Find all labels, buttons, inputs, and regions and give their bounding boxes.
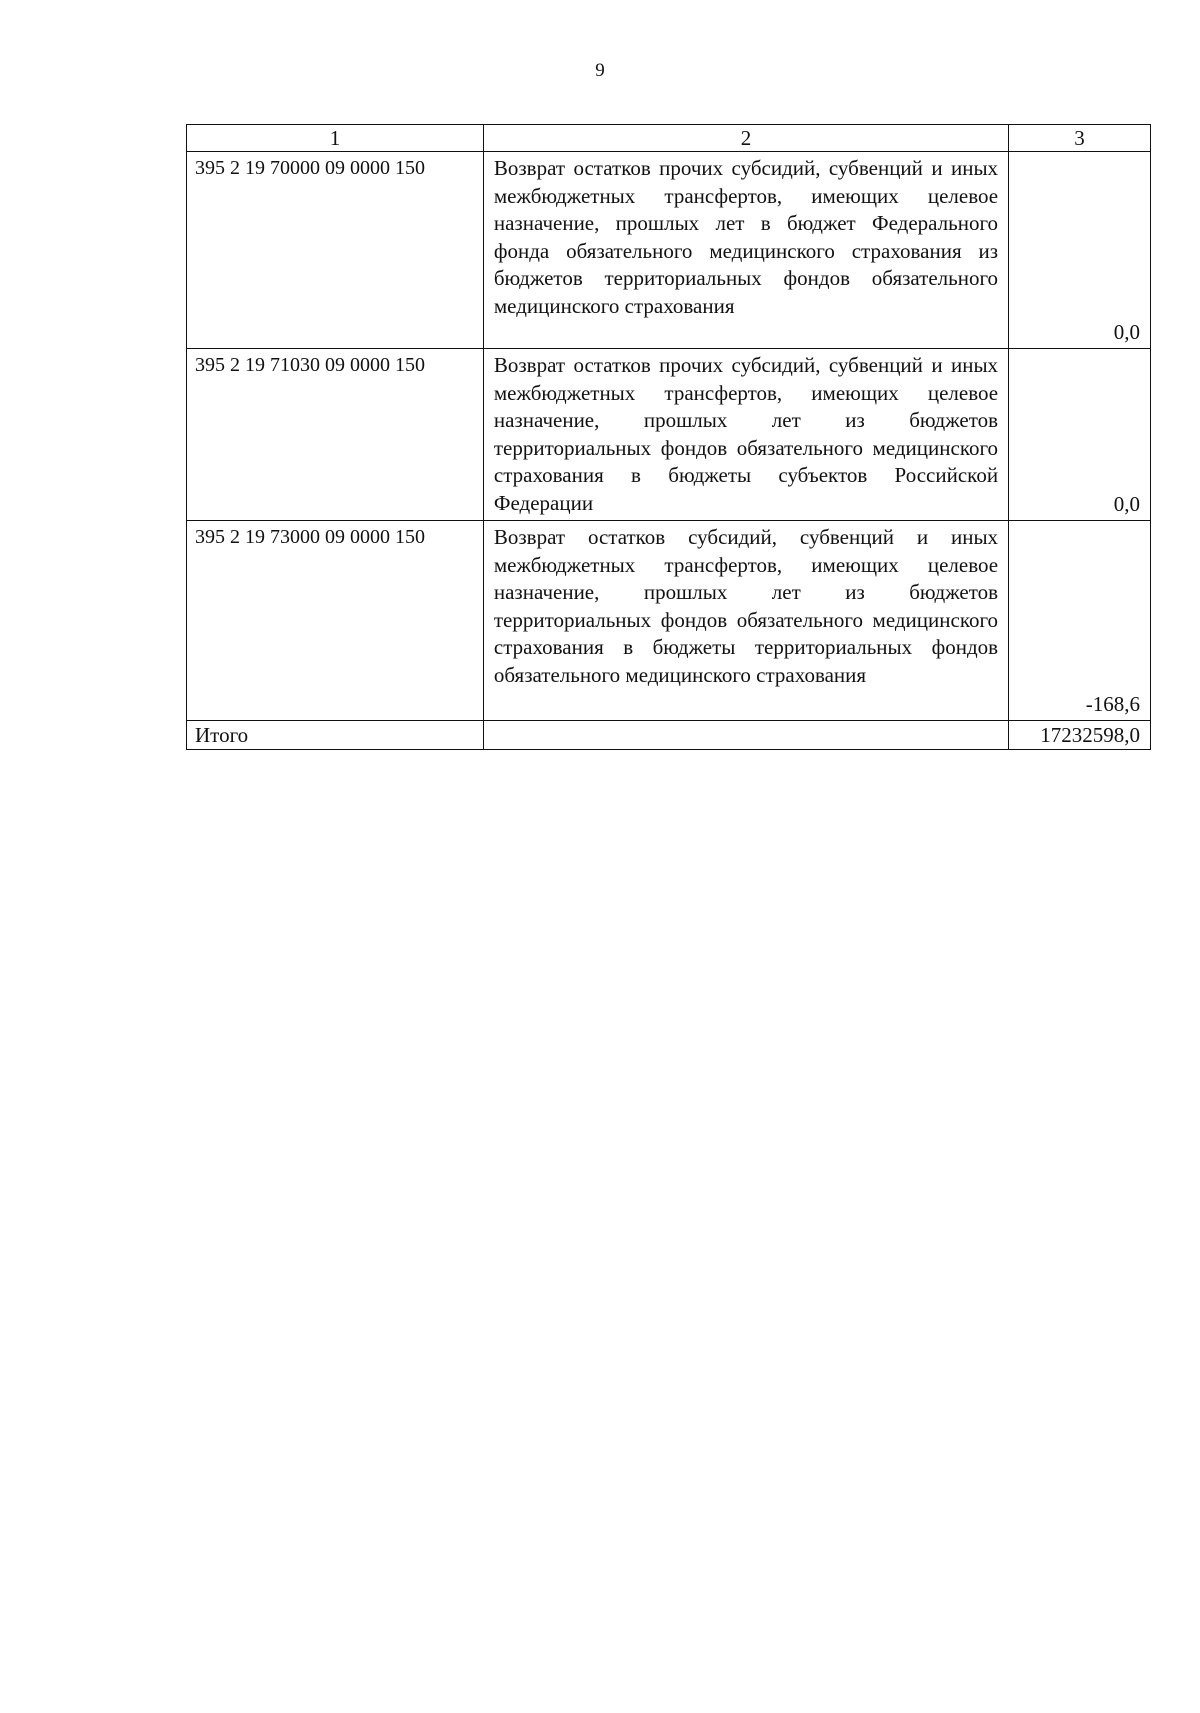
description-cell: Возврат остатков субсидий, субвенций и иных межбюджетных трансфертов, имеющих целевое назначение, прошлых лет из бюджетов территориальных фондов обязательного медицинского страхования в бюджеты территориальных фондов обязательного медицинского страхования <box>483 521 1008 721</box>
amount-cell: 0,0 <box>1009 349 1151 521</box>
page-number: 9 <box>595 60 605 81</box>
column-header-3: 3 <box>1009 125 1151 152</box>
total-amount: 17232598,0 <box>1009 721 1151 750</box>
total-label: Итого <box>187 721 484 750</box>
budget-code-cell: 395 2 19 73000 09 0000 150 <box>187 521 484 721</box>
budget-code-cell: 395 2 19 70000 09 0000 150 <box>187 152 484 349</box>
column-header-2: 2 <box>483 125 1008 152</box>
budget-table <box>186 124 1151 750</box>
budget-code-cell: 395 2 19 71030 09 0000 150 <box>187 349 484 521</box>
amount-cell: -168,6 <box>1009 521 1151 721</box>
table-row <box>187 349 1151 521</box>
column-header-1: 1 <box>187 125 484 152</box>
table-row <box>187 521 1151 721</box>
table-header-row <box>187 125 1151 152</box>
amount-cell: 0,0 <box>1009 152 1151 349</box>
total-row <box>187 721 1151 750</box>
table-row <box>187 152 1151 349</box>
description-cell: Возврат остатков прочих субсидий, субвенций и иных межбюджетных трансфертов, имеющих целевое назначение, прошлых лет в бюджет Федерального фонда обязательного медицинского страхования из бюджетов территориальных фондов обязательного медицинского страхования <box>483 152 1008 349</box>
total-description <box>483 721 1008 750</box>
description-cell: Возврат остатков прочих субсидий, субвенций и иных межбюджетных трансфертов, имеющих целевое назначение, прошлых лет из бюджетов территориальных фондов обязательного медицинского страхования в бюджеты субъектов Российской Федерации <box>483 349 1008 521</box>
